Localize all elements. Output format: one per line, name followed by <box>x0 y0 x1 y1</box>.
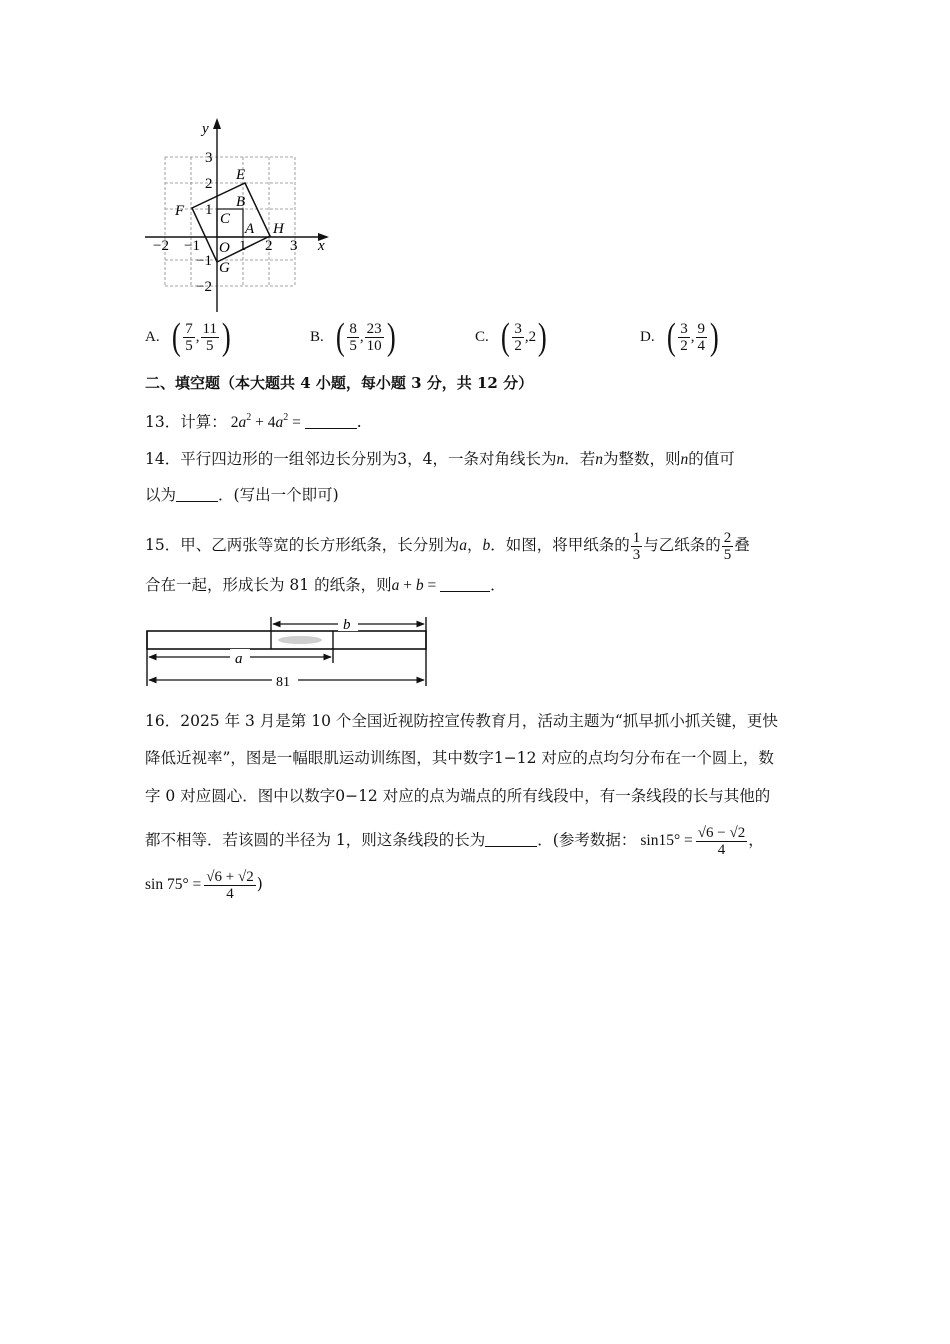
tick-y-2: 2 <box>205 176 213 192</box>
label-total: 81 <box>276 675 290 690</box>
point-G: G <box>219 260 230 276</box>
coordinate-graph <box>140 115 340 315</box>
question-16-line-4: 都不相等．若该圆的半径为 1，则这条线段的长为 ．(参考数据： sin15° = $\frac{√6 - √2}{4}$ ， <box>145 824 764 858</box>
option-b[interactable]: B. ( $\frac{8}{5}$ , $\frac{23}{10}$ ) <box>310 316 396 358</box>
point-B: B <box>236 194 246 210</box>
tick-y-neg1: −1 <box>196 253 212 269</box>
y-axis-arrow <box>213 118 221 129</box>
tick-x-neg2: −2 <box>153 238 169 254</box>
point-E: E <box>236 167 246 183</box>
section-title: 二、填空题（本大题共 4 小题，每小题 3 分，共 12 分） <box>145 374 534 392</box>
question-14-line-1: 14．平行四边形的一组邻边长分别为3，4，一条对角线长为n．若n为整数，则n的值可 <box>145 450 735 468</box>
axis-y-label: y <box>202 121 209 137</box>
point-F: F <box>175 203 185 219</box>
tick-y-3: 3 <box>205 150 213 166</box>
label-a: a <box>235 651 243 667</box>
option-a[interactable]: A. ( $\frac{7}{5}$ , $\frac{11}{5}$ ) <box>145 316 231 358</box>
answer-blank-13[interactable] <box>305 413 357 429</box>
question-14-line-2: 以为 ．(写出一个即可) <box>145 486 339 504</box>
origin-label: O <box>219 240 230 256</box>
option-d[interactable]: D. ( $\frac{3}{2}$ , $\frac{9}{4}$ ) <box>640 316 719 358</box>
paper-strip-figure <box>140 610 440 690</box>
point-A: A <box>245 221 255 237</box>
label-b: b <box>343 617 351 633</box>
question-15-line-1: 15．甲、乙两张等宽的长方形纸条，长分别为a，b．如图，将甲纸条的 $\frac{1}{3}$ 与乙纸条的 $\frac{2}{5}$ 叠 <box>145 529 750 563</box>
tick-y-neg2: −2 <box>196 279 212 295</box>
tick-x-2: 2 <box>265 238 273 254</box>
overlap-shading <box>278 636 322 644</box>
answer-blank-16[interactable] <box>485 831 537 847</box>
tick-x-neg1: −1 <box>184 238 200 254</box>
question-16-line-5: sin 75° = $\frac{√6 + √2}{4}$ ) <box>145 868 263 902</box>
tick-y-1: 1 <box>205 202 213 218</box>
option-c[interactable]: C. ( $\frac{3}{2}$ , 2 ) <box>475 316 547 358</box>
tick-x-1: 1 <box>239 238 247 254</box>
question-16-line-2: 降低近视率”，图是一幅眼肌运动训练图，其中数字1−12 对应的点均匀分布在一个圆上，数 <box>145 749 774 767</box>
question-13: 13．计算： $2a^2 + 4a^2$ = . <box>145 412 362 431</box>
answer-blank-15[interactable] <box>440 576 490 592</box>
question-15-line-2: 合在一起，形成长为 81 的纸条，则a + b = ． <box>145 576 506 594</box>
point-H: H <box>273 221 284 237</box>
point-C: C <box>220 211 231 227</box>
question-16-line-1: 16．2025 年 3 月是第 10 个全国近视防控宣传教育月，活动主题为“抓早抓小抓关键，更快 <box>145 712 778 730</box>
answer-blank-14[interactable] <box>176 486 218 502</box>
axis-x-label: x <box>318 238 325 254</box>
tick-x-3: 3 <box>290 238 298 254</box>
quadrilateral-FEHG <box>192 183 270 262</box>
question-16-line-3: 字 0 对应圆心．图中以数字0−12 对应的点为端点的所有线段中，有一条线段的长与其他的 <box>145 787 771 805</box>
